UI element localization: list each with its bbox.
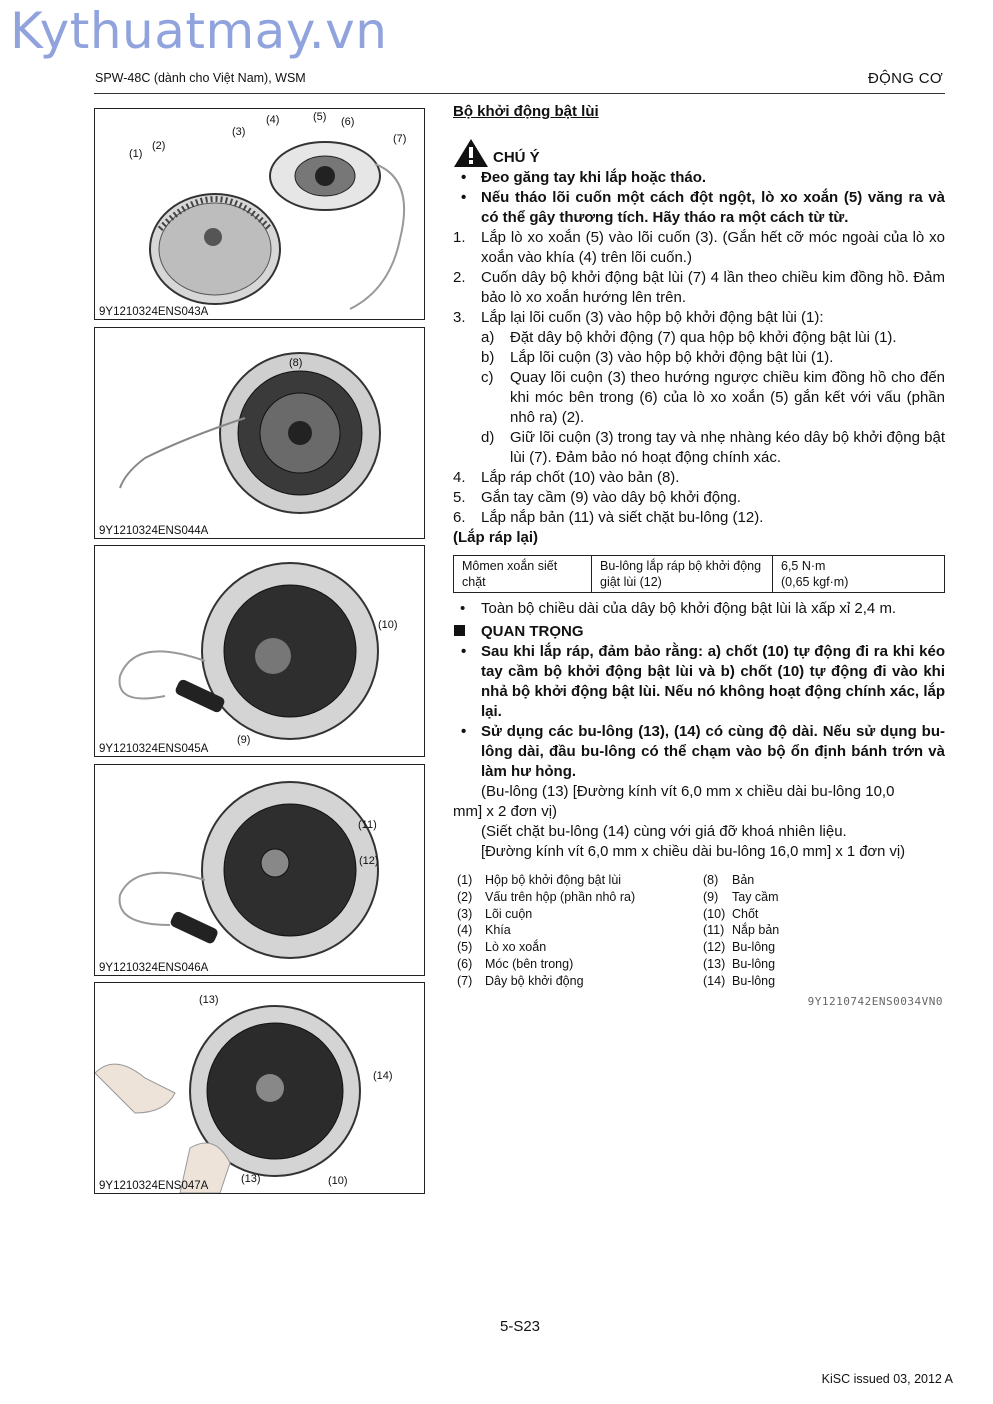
callout-5: (5) <box>313 111 327 123</box>
bolt-14-spec: (Siết chặt bu-lông (14) cùng với giá đỡ khoá nhiên liệu. <box>481 823 847 840</box>
page-number: 5-S23 <box>499 1318 541 1335</box>
legend-item: (14) Bu-lông <box>703 973 776 988</box>
important-square-icon <box>454 625 465 636</box>
legend-item: (11) Nắp bản <box>703 923 780 938</box>
torque-value-cell <box>773 556 945 593</box>
callout-10: (10) <box>378 619 398 631</box>
figure-4-photo <box>94 764 425 976</box>
step-3: 3. Lắp lại lõi cuốn (3) vào hộp bộ khởi động bật lùi (1): <box>453 309 824 326</box>
callout-1: (1) <box>129 148 143 160</box>
legend-item: (7) Dây bộ khởi động <box>457 973 584 988</box>
callout-12: (12) <box>359 855 379 867</box>
legend-item: (8) Bản <box>703 873 755 887</box>
step-4: 4. Lắp ráp chốt (10) vào bản (8). <box>453 469 680 486</box>
reassembly-heading: (Lắp ráp lại) <box>453 529 539 546</box>
legend-item: (4) Khía <box>457 923 511 938</box>
torque-value-nm: 6,5 N·m <box>781 559 826 573</box>
substep-b: b) Lắp lõi cuộn (3) vào hộp bộ khởi động bật lùi (1). <box>481 349 834 366</box>
substep-c: c) Quay lõi cuộn (3) theo hướng ngược chiều kim đồng hồ cho đến khi móc bên trong (6) của lò xo xoắn (5) gắn kết với vấu (phần nhô ra) (2). <box>481 369 945 426</box>
caution-item: • Nếu tháo lõi cuốn một cách đột ngột, lò xo xoắn (5) văng ra và có thể gây thương tích. Hãy tháo ra một cách từ từ. <box>461 189 945 226</box>
callout-8: (8) <box>289 357 303 369</box>
step-1: 1. Lắp lò xo xoắn (5) vào lõi cuốn (3). (Gắn hết cỡ móc ngoài của lò xo xoắn vào khía (4) trên lõi cuốn.) <box>453 229 945 266</box>
caution-item: • Đeo găng tay khi lắp hoặc tháo. <box>461 169 707 186</box>
reel-in-case-illustration <box>95 328 424 538</box>
callout-13-bottom: (13) <box>241 1173 261 1185</box>
section-title: Bộ khởi động bật lùi <box>453 103 599 120</box>
callout-7: (7) <box>393 133 407 145</box>
callout-3: (3) <box>232 126 246 138</box>
bolt-13-spec: (Bu-lông (13) [Đường kính vít 6,0 mm x chiều dài bu-lông 10,0 <box>481 783 895 800</box>
legend-item: (5) Lò xo xoắn <box>457 940 547 955</box>
figure-caption: 9Y1210324ENS047A <box>99 1180 209 1192</box>
warning-triangle-icon <box>453 138 489 168</box>
step-2: 2. Cuốn dây bộ khởi động bật lùi (7) 4 lần theo chiều kim đồng hồ. Đảm bảo lò xo xoắn hướng lên trên. <box>453 269 945 306</box>
figure-caption: 9Y1210324ENS044A <box>99 525 209 537</box>
legend-item: (10) Chốt <box>703 906 759 921</box>
important-item: • Sau khi lắp ráp, đảm bảo rằng: a) chốt (10) tự động đi ra khi kéo tay cầm bộ khởi động bật lùi và b) chốt (10) tự động đi vào khi nhả bộ khởi động bật lùi. Nếu nó không hoạt động chính xác, lắp lại. <box>461 643 945 720</box>
issue-footer: KiSC issued 03, 2012 A <box>821 1372 953 1386</box>
callout-11: (11) <box>358 819 377 831</box>
legend-item: (2) Vấu trên hộp (phần nhô ra) <box>457 889 636 904</box>
figure-caption: 9Y1210324ENS043A <box>99 306 209 318</box>
header-chapter: ĐỘNG CƠ <box>868 70 943 87</box>
figure-caption: 9Y1210324ENS046A <box>99 962 209 974</box>
parts-legend-left <box>457 872 697 990</box>
important-item: • Sử dụng các bu-lông (13), (14) có cùng độ dài. Nếu sử dụng bu-lông dài, đầu bu-lông có thể chạm vào bộ ổn định bánh trớn và làm hư hỏng. <box>461 723 945 780</box>
callout-2: (2) <box>152 140 166 152</box>
legend-item: (9) Tay cầm <box>703 889 779 904</box>
starter-parts-illustration <box>95 109 424 319</box>
bolt-14-spec-cont: [Đường kính vít 6,0 mm x chiều dài bu-lông 16,0 mm] x 1 đơn vị) <box>481 844 906 860</box>
step-6: 6. Lắp nắp bản (11) và siết chặt bu-lông (12). <box>453 509 764 526</box>
figure-5-photo <box>94 982 425 1194</box>
legend-item: (12) Bu-lông <box>703 940 776 955</box>
figure-1-photo <box>94 108 425 320</box>
legend-item: (1) Hộp bộ khởi động bật lùi <box>457 873 622 887</box>
step-5: 5. Gắn tay cầm (9) vào dây bộ khởi động. <box>453 489 741 506</box>
torque-spec-table <box>453 555 945 593</box>
important-heading <box>453 622 945 642</box>
torque-part-cell: Bu-lông lắp ráp bộ khởi động giật lùi (12) <box>592 556 773 593</box>
legend-item: (13) Bu-lông <box>703 956 776 971</box>
rope-length-note: • Toàn bộ chiều dài của dây bộ khởi động bật lùi là xấp xỉ 2,4 m. <box>460 600 897 617</box>
legend-item: (3) Lõi cuộn <box>457 906 533 921</box>
callout-4: (4) <box>266 114 280 126</box>
figure-3-photo <box>94 545 425 757</box>
bolt-13-spec-cont: mm] x 2 đơn vị) <box>453 803 558 820</box>
torque-value-kgfm: (0,65 kgf·m) <box>781 575 849 589</box>
ratchet-assembly-illustration <box>95 546 424 756</box>
figure-2-photo <box>94 327 425 539</box>
legend-item: (6) Móc (bên trong) <box>457 956 574 971</box>
parts-legend-right <box>703 872 903 990</box>
caution-label: CHÚ Ý <box>493 149 540 166</box>
substep-d: d) Giữ lõi cuộn (3) trong tay và nhẹ nhàng kéo dây bộ khởi động bật lùi (7). Đảm bảo nó hoạt động chính xác. <box>481 429 945 466</box>
bolt-installation-illustration <box>95 983 424 1193</box>
figure-caption: 9Y1210324ENS045A <box>99 743 209 755</box>
callout-10: (10) <box>328 1175 348 1187</box>
header-manual-title: SPW-48C (dành cho Việt Nam), WSM <box>95 71 306 85</box>
callout-6: (6) <box>341 116 355 128</box>
cover-plate-illustration <box>95 765 424 975</box>
caution-heading <box>453 138 540 168</box>
document-id: 9Y1210742ENS0034VN0 <box>807 995 943 1008</box>
important-label: QUAN TRỌNG <box>481 623 584 640</box>
callout-13-top: (13) <box>199 994 219 1006</box>
torque-label-cell: Mômen xoắn siết chặt <box>454 556 592 593</box>
callout-14: (14) <box>373 1070 393 1082</box>
substep-a: a) Đặt dây bộ khởi động (7) qua hộp bộ khởi động bật lùi (1). <box>481 329 897 346</box>
header-divider <box>94 93 945 94</box>
callout-9: (9) <box>237 734 251 746</box>
watermark: Kythuatmay.vn <box>10 2 388 60</box>
